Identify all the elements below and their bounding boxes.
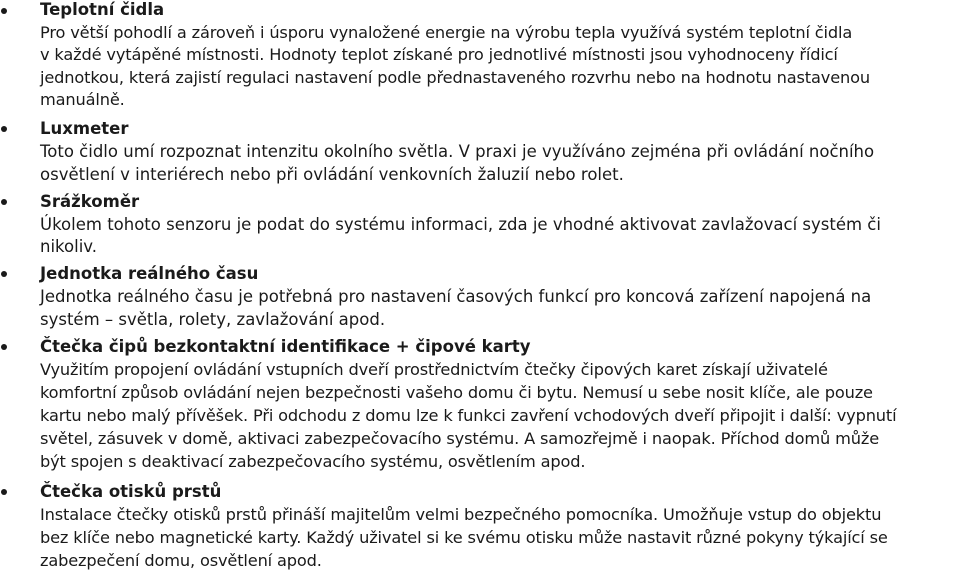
item-text-line: Pro větší pohodlí a zároveň i úsporu vynaložené energie na výrobu tepla využívá systém teplotní čidla bbox=[40, 23, 853, 42]
item-text-line: Toto čidlo umí rozpoznat intenzitu okolního světla. V praxi je využíváno zejména při ovládání nočního bbox=[40, 142, 875, 161]
item-text-line: komfortní způsob ovládání nejen bezpečnosti vašeho domu či bytu. Nemusí u sebe nosit klíče, ale pouze bbox=[40, 383, 873, 402]
bullet-icon bbox=[1, 8, 7, 14]
bullet-icon bbox=[1, 126, 7, 132]
item-text-line: systém – světla, rolety, zavlažování apod. bbox=[40, 310, 386, 329]
bullet-icon bbox=[1, 344, 7, 350]
item-text-line: osvětlení v interiérech nebo při ovládání venkovních žaluzií nebo rolet. bbox=[40, 165, 624, 184]
item-text-line: Instalace čtečky otisků prstů přináší majitelům velmi bezpečného pomocníka. Umožňuje vstup do objektu bbox=[40, 505, 882, 524]
item-text-line: kartu nebo malý přívěšek. Při odchodu z domu lze k funkci zavření vchodových dveří připojit i další: vypnutí bbox=[40, 406, 897, 425]
item-text-line: Jednotka reálného času je potřebná pro nastavení časových funkcí pro koncová zařízení napojená na bbox=[40, 287, 872, 306]
item-title: Srážkoměr bbox=[40, 192, 140, 211]
item-title: Jednotka reálného času bbox=[40, 264, 259, 283]
item-text-line: Úkolem tohoto senzoru je podat do systému informaci, zda je vhodné aktivovat zavlažovací systém či bbox=[40, 215, 881, 234]
item-title: Teplotní čidla bbox=[40, 0, 165, 19]
item-text-line: nikoliv. bbox=[40, 237, 98, 256]
item-title: Čtečka otisků prstů bbox=[40, 482, 222, 501]
item-title: Luxmeter bbox=[40, 119, 129, 138]
item-text-line: bez klíče nebo magnetické karty. Každý uživatel si ke svému otisku může nastavit různé pokyny týkající se bbox=[40, 528, 888, 547]
item-text-line: být spojen s deaktivací zabezpečovacího systému, osvětlením apod. bbox=[40, 452, 586, 471]
item-text-line: Využitím propojení ovládání vstupních dveří prostřednictvím čtečky čipových karet získají uživatelé bbox=[40, 360, 828, 379]
bullet-icon bbox=[1, 489, 7, 495]
item-text-line: v každé vytápěné místnosti. Hodnoty teplot získané pro jednotlivé místnosti jsou vyhodnoceny řídicí bbox=[40, 45, 838, 64]
item-text-line: zabezpečení domu, osvětlení apod. bbox=[40, 551, 322, 570]
item-title: Čtečka čipů bezkontaktní identifikace + čipové karty bbox=[40, 337, 531, 356]
item-text-line: světel, zásuvek v domě, aktivaci zabezpečovacího systému. A samozřejmě i naopak. Příchod domů může bbox=[40, 429, 880, 448]
item-text-line: manuálně. bbox=[40, 90, 125, 109]
bullet-icon bbox=[1, 271, 7, 277]
item-text-line: jednotkou, která zajistí regulaci nastavení podle přednastaveného rozvrhu nebo na hodnotu nastavenou bbox=[40, 68, 870, 87]
bullet-icon bbox=[1, 199, 7, 205]
